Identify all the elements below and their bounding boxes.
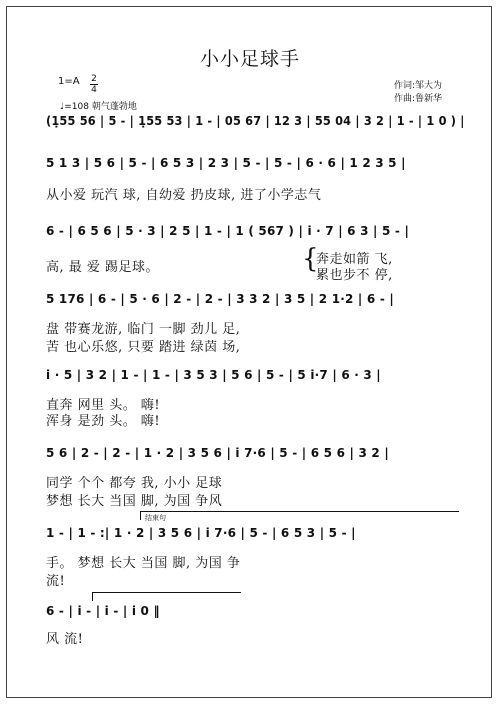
notation: 6 - | i - | i - | i 0 ‖ xyxy=(46,604,160,618)
lyric-line: 从小爱 玩汽 球, 自幼爱 扔皮球, 进了小学志气 xyxy=(46,188,322,203)
notation: 6 - | 6 5 6 | 5 · 3 | 2 5 | 1 - | 1 ( 567 ) | i · 7 | 6 3 | 5 - | xyxy=(46,224,410,238)
notation: (1̣55 56 | 5 - | 1̣55 53 | 1 - | 05 67 | 12 3 | 55 04 | 3 2 | 1 - | 1 0 ) | xyxy=(46,114,465,128)
score-line-1 xyxy=(46,108,464,136)
ending-label: 结束句 xyxy=(145,514,166,522)
key-signature: 1=A xyxy=(58,76,80,87)
lyric-line: 直奔 网里 头。 嗨! xyxy=(46,398,161,413)
score-line-8 xyxy=(46,598,464,626)
lyric-line: 流! xyxy=(46,574,66,589)
lyric-line: 风 流! xyxy=(46,632,84,647)
lyric-line: 盘 带赛龙游, 临门 一脚 劲儿 足, xyxy=(46,322,241,337)
lyric-line: 浑身 是劲 头。 嗨! xyxy=(46,414,161,429)
score-line-3 xyxy=(46,218,464,246)
lyric-line: 梦想 长大 当国 脚, 为国 争风 xyxy=(46,494,223,509)
score-line-6 xyxy=(46,440,464,468)
score-line-4 xyxy=(46,286,464,314)
meter-bottom: 4 xyxy=(91,85,97,95)
lyric-side-1: 奔走如箭 飞, xyxy=(316,252,393,267)
composer: 作曲:鲁新华 xyxy=(393,94,442,104)
credits xyxy=(394,80,442,106)
score-line-2 xyxy=(46,150,464,178)
lyric-side-2: 累也步不 停, xyxy=(316,268,393,283)
score-line-7 xyxy=(46,520,464,548)
meter-top: 2 xyxy=(91,74,97,84)
notation: i · 5 | 3 2 | 1 - | 1 - | 3 5 3 | 5 6 | 5 - | 5 i·7 | 6 · 3 | xyxy=(46,368,381,382)
time-signature xyxy=(90,74,98,95)
notation: 1 - | 1 - :| 1 · 2 | 3 5 6 | i 7·6 | 5 - | 6 5 3 | 5 - | xyxy=(46,526,356,540)
score-line-5 xyxy=(46,362,464,390)
page-title: 小小足球手 xyxy=(199,48,300,70)
lyric-line: 手。 梦想 长大 当国 脚, 为国 争 xyxy=(46,556,241,571)
notation: 5 176 | 6 - | 5 · 6 | 2 - | 2 - | 3 3 2 | 3 5 | 2 1·2 | 6 - | xyxy=(46,292,394,306)
lyric-line: 同学 个个 都夸 我, 小小 足球 xyxy=(46,476,223,491)
notation: 5 6 | 2 - | 2 - | 1 · 2 | 3 5 6 | i 7·6 | 5 - | 6 5 6 | 3 2 | xyxy=(46,446,389,460)
notation: 5 1 3 | 5 6 | 5 - | 6 5 3 | 2 3 | 5 - | 5 - | 6 · 6 | 1 2 3 5 | xyxy=(46,156,406,170)
tempo-marking: ♩=108 朝气蓬勃地 xyxy=(60,102,137,112)
ending-bracket xyxy=(140,511,459,520)
lyric-brace: { xyxy=(302,244,319,274)
lyric-line: 苦 也心乐悠, 只要 踏进 绿茵 场, xyxy=(46,340,241,355)
lyric-line: 高, 最 爱 踢足球。 xyxy=(46,260,160,275)
lyricist: 作词:邹大为 xyxy=(393,81,442,91)
